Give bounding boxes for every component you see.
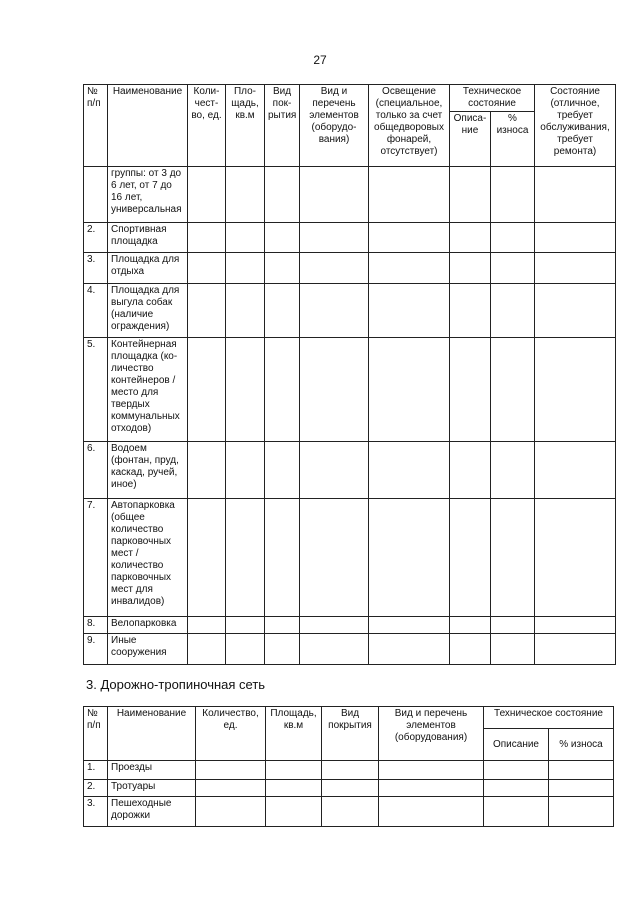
row-name: группы: от 3 до 6 лет, от 7 до 16 лет, универсальная [108,167,188,223]
table-row [84,338,616,442]
row-name: Пешеходные дорожки [108,797,196,827]
header-elements: Вид и перечень элементов (оборудо-вания) [300,85,369,167]
row-name: Площадка для отдыха [108,253,188,284]
elements-table [83,84,616,665]
header-qty: Коли-чест-во, ед. [188,85,226,167]
table-row [84,253,616,284]
row-name: Проезды [108,761,196,780]
table-row [84,499,616,617]
row-num: 7. [84,499,108,617]
row-name: Автопарковка (общее количество парковочных мест / количество парковочных мест для инвалидов) [108,499,188,617]
header-desc: Описа-ние [450,112,491,167]
table-row [84,797,614,827]
table-row [84,617,616,634]
section-title: 3. Дорожно-тропиночная сеть [86,677,266,692]
row-name: Иные сооружения [108,634,188,665]
row-num: 3. [84,797,108,827]
header-name: Наименование [108,85,188,167]
header-surface: Вид покрытия [322,707,379,761]
table-row [84,442,616,499]
header-condition: Состояние (отличное, требует обслуживания, требует ремонта) [535,85,616,167]
table-row [84,761,614,780]
road-network-table [83,706,614,827]
row-num: 5. [84,338,108,442]
row-num [84,167,108,223]
row-num: 1. [84,761,108,780]
row-num: 3. [84,253,108,284]
row-num: 8. [84,617,108,634]
row-name: Велопарковка [108,617,188,634]
table-row [84,634,616,665]
row-name: Спортивная площадка [108,223,188,253]
row-num: 2. [84,780,108,797]
header-num: № п/п [84,707,108,761]
table-row [84,167,616,223]
header-wear: % износа [491,112,535,167]
table-row [84,223,616,253]
header-qty: Количество, ед. [196,707,266,761]
header-area: Пло-щадь, кв.м [226,85,265,167]
header-name: Наименование [108,707,196,761]
header-surface: Вид пок-рытия [265,85,300,167]
table-row [84,780,614,797]
row-num: 2. [84,223,108,253]
header-elements: Вид и перечень элементов (оборудования) [379,707,484,761]
header-num: № п/п [84,85,108,167]
table-row [84,284,616,338]
header-wear: % износа [549,729,614,761]
header-lighting: Освещение (специальное, только за счет общедворовых фонарей, отсутствует) [369,85,450,167]
row-name: Водоем (фонтан, пруд, каскад, ручей, иное) [108,442,188,499]
header-area: Площадь, кв.м [266,707,322,761]
page-number: 27 [313,53,327,67]
row-num: 9. [84,634,108,665]
header-tech-state: Техническое состояние [450,85,535,112]
row-num: 6. [84,442,108,499]
header-tech-state: Техническое состояние [484,707,614,729]
row-num: 4. [84,284,108,338]
header-desc: Описание [484,729,549,761]
row-name: Площадка для выгула собак (наличие ограждения) [108,284,188,338]
row-name: Контейнерная площадка (ко-личество контейнеров / место для твердых коммунальных отходов) [108,338,188,442]
row-name: Тротуары [108,780,196,797]
